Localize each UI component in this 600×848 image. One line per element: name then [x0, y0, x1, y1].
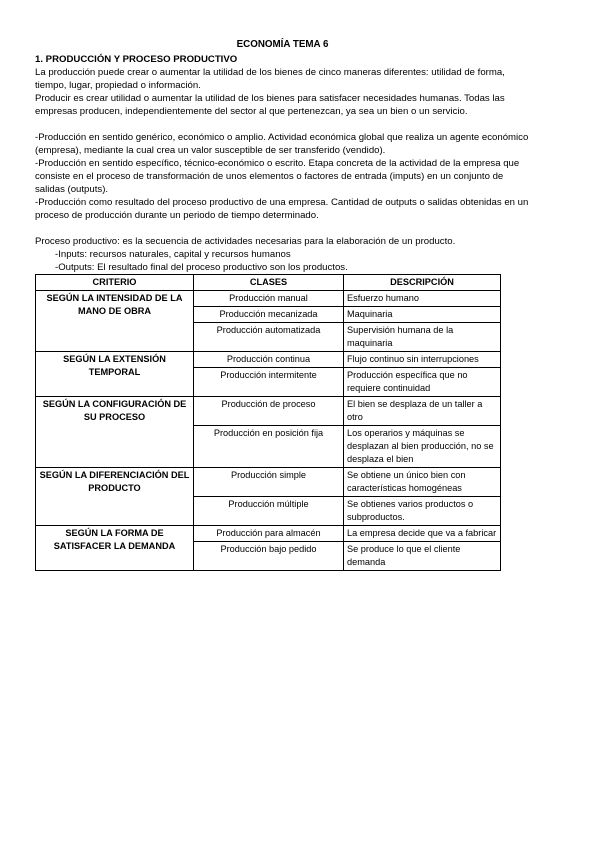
descripcion-cell: El bien se desplaza de un taller a otro	[344, 397, 501, 426]
criterio-cell: SEGÚN LA FORMA DE SATISFACER LA DEMANDA	[36, 526, 194, 571]
descripcion-cell: La empresa decide que va a fabricar	[344, 526, 501, 542]
clase-cell: Producción manual	[194, 291, 344, 307]
table-row	[36, 397, 501, 426]
descripcion-cell: Se obtienes varios productos o subproductos.	[344, 497, 501, 526]
clase-cell: Producción mecanizada	[194, 307, 344, 323]
production-table	[35, 274, 501, 571]
clase-cell: Producción continua	[194, 352, 344, 368]
document-page	[35, 38, 530, 571]
header-clases: CLASES	[194, 275, 344, 291]
paragraph: Producir es crear utilidad o aumentar la utilidad de los bienes para satisfacer necesidades humanas. Todas las empresas producen, independientemente del sector al que pertenezcan, ya sea un bien o un servicio.	[35, 93, 505, 117]
header-descripcion: DESCRIPCIÓN	[344, 275, 501, 291]
descripcion-cell: Se produce lo que el cliente demanda	[344, 542, 501, 571]
clase-cell: Producción en posición fija	[194, 426, 344, 468]
clase-cell: Producción de proceso	[194, 397, 344, 426]
paragraph: -Producción en sentido específico, técnico-económico o escrito. Etapa concreta de la actividad de la empresa que consiste en el proceso de transformación de unos elementos o factores de entrada (imputs) en un conjunto de salidas (outputs).	[35, 158, 520, 195]
clase-cell: Producción simple	[194, 468, 344, 497]
table-row	[36, 526, 501, 542]
paragraph: La producción puede crear o aumentar la utilidad de los bienes de cinco maneras diferentes: utilidad de forma, tiempo, lugar, propiedad o información.	[35, 67, 505, 91]
section-heading: 1. PRODUCCIÓN Y PROCESO PRODUCTIVO	[35, 54, 238, 65]
criterio-cell: SEGÚN LA CONFIGURACIÓN DE SU PROCESO	[36, 397, 194, 468]
criterio-cell: SEGÚN LA EXTENSIÓN TEMPORAL	[36, 352, 194, 397]
descripcion-cell: Flujo continuo sin interrupciones	[344, 352, 501, 368]
descripcion-cell: Los operarios y máquinas se desplazan al bien producción, no se desplaza el bien	[344, 426, 501, 468]
criterio-cell: SEGÚN LA INTENSIDAD DE LA MANO DE OBRA	[36, 291, 194, 352]
clase-cell: Producción bajo pedido	[194, 542, 344, 571]
clase-cell: Producción intermitente	[194, 368, 344, 397]
document-title: ECONOMÍA TEMA 6	[236, 39, 329, 50]
table-row	[36, 291, 501, 307]
clase-cell: Producción automatizada	[194, 323, 344, 352]
descripcion-cell: Se obtiene un único bien con características homogéneas	[344, 468, 501, 497]
clase-cell: Producción múltiple	[194, 497, 344, 526]
table-header-row	[36, 275, 501, 291]
header-criterio: CRITERIO	[36, 275, 194, 291]
paragraph: -Producción en sentido genérico, económico o amplio. Actividad económica global que realiza un agente económico (empresa), mediante la cual crea un valor susceptible de ser transferido (vendido).	[35, 132, 529, 156]
inputs-line: -Inputs: recursos naturales, capital y recursos humanos	[55, 249, 291, 260]
paragraph: -Producción como resultado del proceso productivo de una empresa. Cantidad de outputs o salidas obtenidas en un proceso de producción durante un periodo de tiempo determinado.	[35, 197, 529, 221]
paragraph: Proceso productivo: es la secuencia de actividades necesarias para la elaboración de un producto.	[35, 236, 456, 247]
descripcion-cell: Esfuerzo humano	[344, 291, 501, 307]
descripcion-cell: Producción específica que no requiere continuidad	[344, 368, 501, 397]
table-row	[36, 468, 501, 497]
descripcion-cell: Supervisión humana de la maquinaria	[344, 323, 501, 352]
table-row	[36, 352, 501, 368]
outputs-line: -Outputs: El resultado final del proceso productivo son los productos.	[55, 262, 348, 273]
clase-cell: Producción para almacén	[194, 526, 344, 542]
descripcion-cell: Maquinaria	[344, 307, 501, 323]
criterio-cell: SEGÚN LA DIFERENCIACIÓN DEL PRODUCTO	[36, 468, 194, 526]
